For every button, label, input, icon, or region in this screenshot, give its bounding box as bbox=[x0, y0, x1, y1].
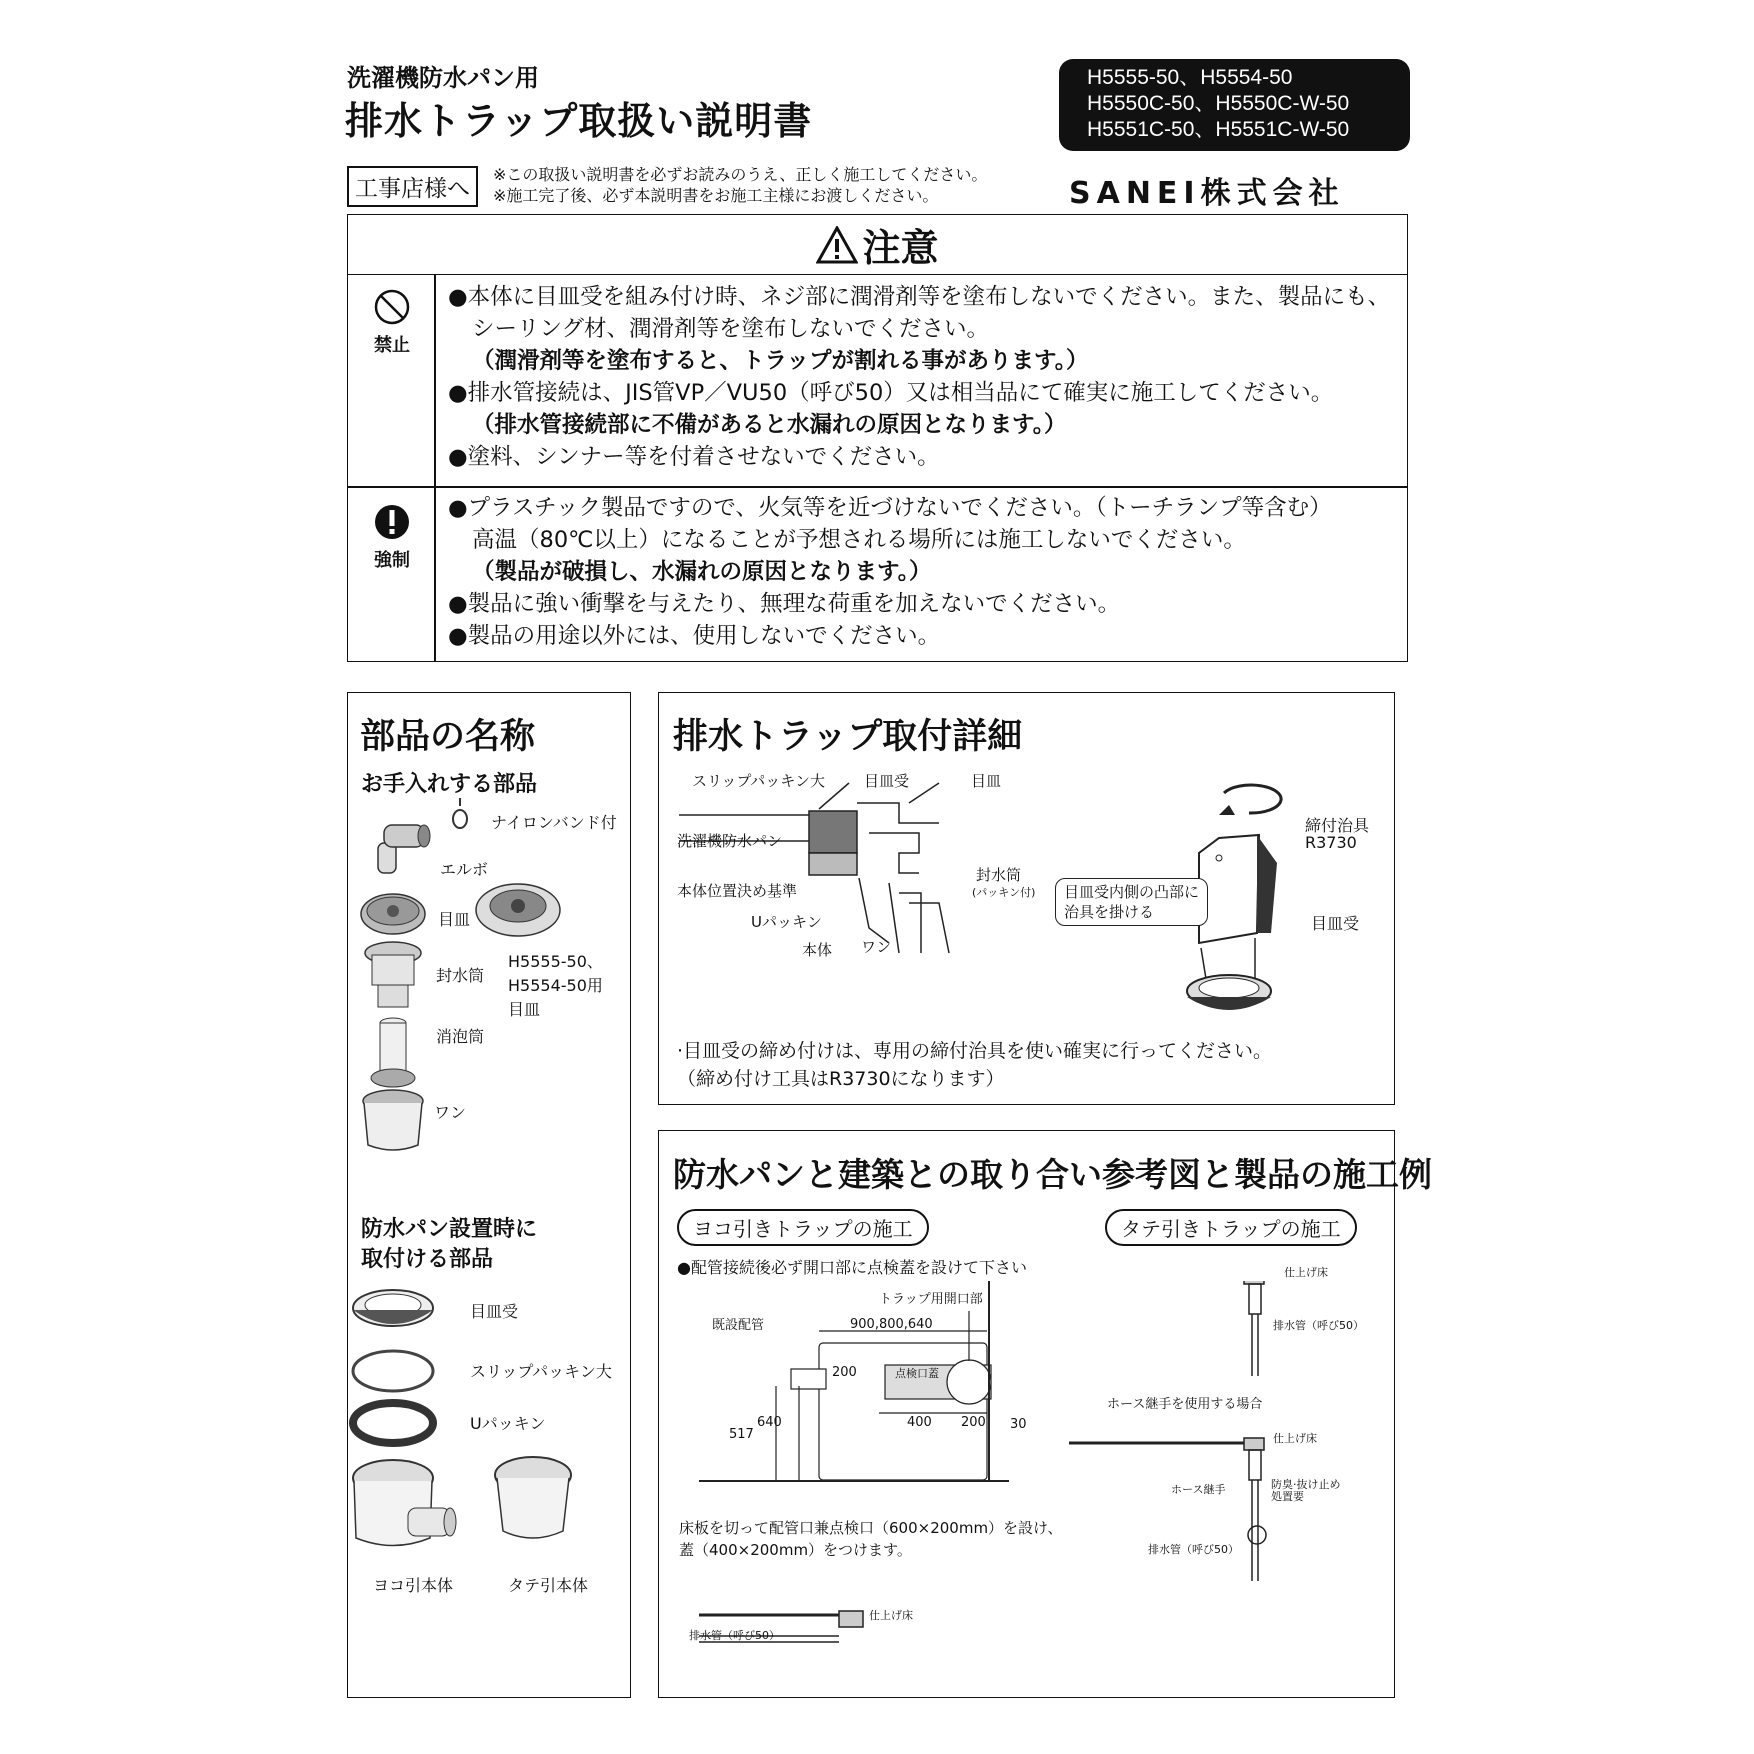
hook-note-line: 治具を掛ける bbox=[1064, 903, 1155, 921]
yoko-note: ●配管接続後必ず開口部に点検蓋を設けて下さい bbox=[677, 1258, 1027, 1277]
grate-receiver-icon bbox=[353, 1290, 433, 1326]
grate-icon bbox=[361, 894, 425, 934]
slip-packing-icon bbox=[353, 1351, 433, 1391]
grate-receiver-label: 目皿受 bbox=[470, 1302, 519, 1321]
exclamation-icon bbox=[373, 503, 411, 541]
existing-pipe-label: 既設配管 bbox=[712, 1318, 765, 1333]
mandatory-line: ●プラスチック製品ですので、火気等を近づけないでください。（トーチランプ等含む） bbox=[448, 495, 1332, 521]
parts-panel bbox=[347, 692, 631, 1698]
hook-note-line: 目皿受内側の凸部に bbox=[1064, 883, 1200, 901]
dim-400: 400 bbox=[907, 1415, 932, 1430]
seal-tube-icon bbox=[365, 942, 421, 1007]
prohibit-label: 禁止 bbox=[374, 335, 410, 356]
insect-guard-label bbox=[1271, 1479, 1341, 1503]
prohibition-icon bbox=[373, 288, 411, 326]
detail-title: 排水トラップ取付詳細 bbox=[673, 717, 1023, 757]
mandatory-line: 高温（80℃以上）になることが予想される場所には施工しないでください。 bbox=[472, 527, 1246, 553]
defoam-tube-label: 消泡筒 bbox=[436, 1027, 485, 1046]
prohibit-line: ●本体に目皿受を組み付け時、ネジ部に潤滑剤等を塗布しないでください。また、製品にも、 bbox=[448, 284, 1391, 310]
cup-icon bbox=[363, 1090, 423, 1150]
prohibit-line: シーリング材、潤滑剤等を塗布しないでください。 bbox=[472, 316, 990, 342]
yoko-body-icon bbox=[353, 1460, 456, 1546]
mandatory-line: ●製品に強い衝撃を与えたり、無理な荷重を加えないでください。 bbox=[448, 591, 1121, 617]
yoko-body-label: ヨコ引本体 bbox=[373, 1576, 454, 1595]
seal-tube-label: 封水筒 bbox=[436, 966, 485, 985]
floor-note bbox=[679, 1517, 1062, 1561]
opening-label: トラップ用開口部 bbox=[879, 1292, 983, 1307]
mandatory-line: （製品が破損し、水漏れの原因となります。） bbox=[472, 559, 932, 585]
install-parts-title bbox=[361, 1215, 537, 1275]
tate-finish-floor-label: 仕上げ床 bbox=[1284, 1266, 1328, 1279]
tate-section-drawing bbox=[1069, 1281, 1266, 1581]
hose-finish-floor-label: 仕上げ床 bbox=[1273, 1432, 1317, 1445]
yoko-drain-pipe-label: 排水管（呼び50） bbox=[689, 1629, 780, 1642]
inspection-lid-label: 点検口蓋 bbox=[895, 1367, 939, 1380]
dim-640: 640 bbox=[757, 1415, 782, 1430]
special-grate-line: H5555-50、 bbox=[508, 952, 603, 971]
slip-packing-label: スリップパッキン大 bbox=[470, 1362, 612, 1381]
tate-section-title: タテ引きトラップの施工 bbox=[1105, 1209, 1357, 1246]
model-numbers-box bbox=[1059, 59, 1410, 151]
u-packing-label: Uパッキン bbox=[470, 1414, 546, 1433]
maintenance-parts-title: お手入れする部品 bbox=[361, 772, 538, 797]
grate-receiver2-callout: 目皿受 bbox=[1311, 914, 1360, 933]
seal-tube-sub-callout: (パッキン付) bbox=[972, 886, 1036, 899]
tate-body-icon bbox=[495, 1457, 571, 1538]
special-grate-icon bbox=[476, 884, 560, 936]
special-grate-line: H5554-50用 bbox=[508, 976, 603, 995]
install-title-line: 防水パン設置時に bbox=[361, 1217, 538, 1242]
hose-joint-label: ホース継手 bbox=[1171, 1483, 1226, 1496]
dim-30: 30 bbox=[1010, 1417, 1027, 1432]
prohibit-line: ●塗料、シンナー等を付着させないでください。 bbox=[448, 444, 940, 470]
caution-header bbox=[348, 215, 1407, 275]
hose-drain-pipe-label: 排水管（呼び50） bbox=[1148, 1543, 1239, 1556]
u-packing-callout: Uパッキン bbox=[751, 913, 822, 931]
grate-label: 目皿 bbox=[438, 910, 471, 929]
nylon-band-icon bbox=[453, 798, 467, 828]
detail-note: （締め付け工具はR3730になります） bbox=[677, 1068, 1005, 1090]
caution-box bbox=[347, 214, 1408, 662]
prohibit-items bbox=[448, 281, 1390, 473]
model-line: H5551C-50、H5551C-W-50 bbox=[1087, 118, 1350, 141]
floor-note-line: 床板を切って配管口兼点検口（600×200mm）を設け、 bbox=[679, 1519, 1063, 1537]
document-subtitle: 洗濯機防水パン用 bbox=[347, 64, 539, 92]
detail-notes bbox=[677, 1037, 1272, 1093]
special-grate-line: 目皿 bbox=[508, 1000, 541, 1019]
mandatory-symbol bbox=[370, 503, 414, 572]
hook-note-callout bbox=[1055, 878, 1208, 926]
insect-guard-line: 処置要 bbox=[1271, 1490, 1304, 1503]
body-callout: 本体 bbox=[802, 941, 833, 959]
seal-tube-callout: 封水筒 bbox=[976, 866, 1022, 884]
model-line: H5550C-50、H5550C-W-50 bbox=[1087, 92, 1350, 115]
prohibit-line: （潤滑剤等を塗布すると、トラップが割れる事があります。） bbox=[472, 348, 1089, 374]
dim-517: 517 bbox=[729, 1427, 754, 1442]
insect-guard-line: 防臭·抜け止め bbox=[1271, 1478, 1341, 1491]
cup-label: ワン bbox=[434, 1103, 467, 1122]
yoko-finish-floor-label: 仕上げ床 bbox=[869, 1609, 913, 1622]
reference-panel bbox=[658, 1130, 1432, 1698]
mandatory-items bbox=[448, 492, 1332, 652]
prohibit-symbol bbox=[370, 288, 414, 357]
contractor-label: 工事店様へ bbox=[347, 166, 478, 207]
nylon-band-label: ナイロンバンド付 bbox=[491, 813, 617, 832]
tate-drain-pipe-label: 排水管（呼び50） bbox=[1273, 1319, 1364, 1332]
header-notes bbox=[493, 164, 987, 206]
width-dims-label: 900,800,640 bbox=[850, 1317, 933, 1332]
tool-callout: 締付治具 bbox=[1305, 816, 1370, 835]
tool-model-callout: R3730 bbox=[1305, 833, 1357, 852]
slip-packing-callout: スリップパッキン大 bbox=[692, 772, 826, 790]
yoko-section-title: ヨコ引きトラップの施工 bbox=[677, 1209, 929, 1246]
defoam-tube-icon bbox=[371, 1018, 415, 1087]
document-title: 排水トラップ取扱い説明書 bbox=[345, 99, 813, 143]
header-note: ※この取扱い説明書を必ずお読みのうえ、正しく施工してください。 bbox=[493, 165, 988, 184]
elbow-label: エルボ bbox=[440, 860, 489, 879]
special-grate-label bbox=[508, 950, 603, 1022]
prohibit-line: （排水管接続部に不備があると水漏れの原因となります。） bbox=[472, 412, 1067, 438]
pan-callout: 洗濯機防水パン bbox=[677, 832, 783, 850]
dim-200a: 200 bbox=[832, 1365, 857, 1380]
install-title-line: 取付ける部品 bbox=[361, 1247, 494, 1272]
hose-case-label: ホース継手を使用する場合 bbox=[1107, 1397, 1263, 1412]
plan-view-drawing bbox=[699, 1281, 1009, 1481]
dim-200b: 200 bbox=[961, 1415, 986, 1430]
prohibit-line: ●排水管接続は、JIS管VP／VU50（呼び50）又は相当品にて確実に施工してください。 bbox=[448, 380, 1334, 406]
reference-title: 防水パンと建築との取り合い参考図と製品の施工例 bbox=[673, 1155, 1432, 1194]
mandatory-line: ●製品の用途以外には、使用しないでください。 bbox=[448, 623, 941, 649]
header-note: ※施工完了後、必ず本説明書をお施工主様にお渡しください。 bbox=[493, 186, 939, 205]
grate-receiver-callout: 目皿受 bbox=[864, 772, 910, 790]
caution-title: 注意 bbox=[862, 226, 939, 270]
u-packing-icon bbox=[353, 1403, 433, 1443]
warning-triangle-icon bbox=[816, 226, 858, 264]
grate-callout: 目皿 bbox=[971, 772, 1002, 790]
model-line: H5555-50、H5554-50 bbox=[1087, 66, 1293, 89]
floor-note-line: 蓋（400×200mm）をつけます。 bbox=[679, 1541, 912, 1559]
position-ref-callout: 本体位置決め基準 bbox=[677, 882, 798, 900]
parts-title: 部品の名称 bbox=[360, 717, 536, 757]
mandatory-label: 強制 bbox=[374, 550, 410, 571]
company-name: SANEI株式会社 bbox=[1069, 176, 1345, 211]
detail-note: ·目皿受の締め付けは、専用の締付治具を使い確実に行ってください。 bbox=[677, 1040, 1273, 1062]
tate-body-label: タテ引本体 bbox=[508, 1576, 589, 1595]
cup-callout: ワン bbox=[861, 938, 892, 956]
detail-panel bbox=[658, 692, 1395, 1105]
elbow-icon bbox=[378, 825, 430, 873]
